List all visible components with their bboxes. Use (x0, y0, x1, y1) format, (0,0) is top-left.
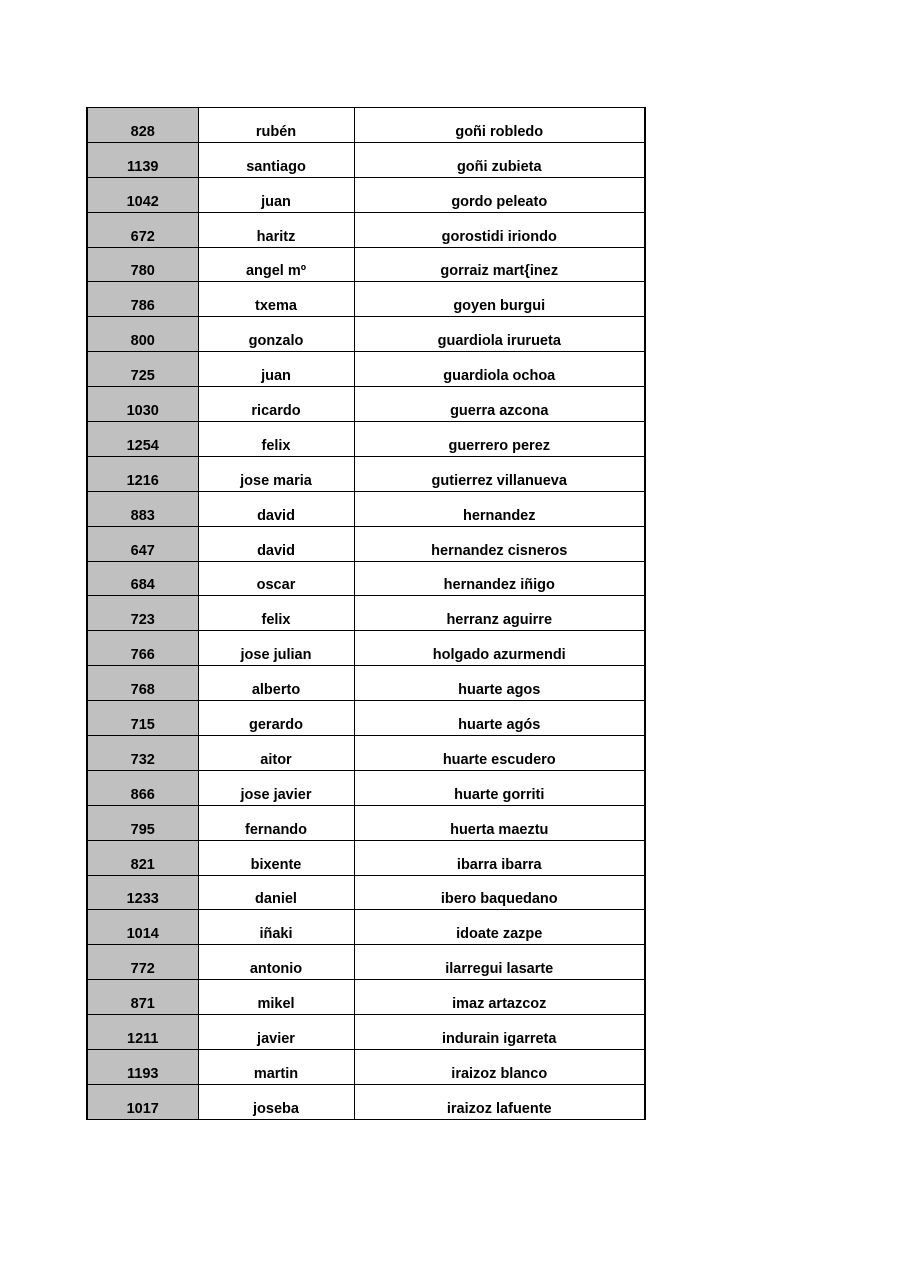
first-name-cell: jose julian (198, 631, 354, 666)
last-name-cell: hernandez cisneros (354, 526, 645, 561)
member-id-cell: 1042 (87, 177, 198, 212)
first-name-cell: daniel (198, 875, 354, 910)
first-name-cell: bixente (198, 840, 354, 875)
first-name-cell: javier (198, 1015, 354, 1050)
member-id-cell: 723 (87, 596, 198, 631)
last-name-cell: gordo peleato (354, 177, 645, 212)
member-id-cell: 866 (87, 770, 198, 805)
table-row (87, 840, 645, 875)
member-table-body (87, 108, 645, 1120)
last-name-cell: huarte agos (354, 666, 645, 701)
member-id-cell: 647 (87, 526, 198, 561)
table-row (87, 422, 645, 457)
last-name-cell: idoate zazpe (354, 910, 645, 945)
last-name-cell: guardiola irurueta (354, 317, 645, 352)
member-id-cell: 772 (87, 945, 198, 980)
first-name-cell: jose javier (198, 770, 354, 805)
table-row (87, 736, 645, 771)
first-name-cell: juan (198, 352, 354, 387)
table-row (87, 1015, 645, 1050)
first-name-cell: aitor (198, 736, 354, 771)
first-name-cell: haritz (198, 212, 354, 247)
member-id-cell: 786 (87, 282, 198, 317)
member-id-cell: 1193 (87, 1050, 198, 1085)
last-name-cell: goñi robledo (354, 108, 645, 143)
first-name-cell: felix (198, 422, 354, 457)
table-row (87, 770, 645, 805)
member-id-cell: 732 (87, 736, 198, 771)
member-table (86, 107, 646, 1120)
first-name-cell: juan (198, 177, 354, 212)
member-id-cell: 780 (87, 247, 198, 282)
table-row (87, 387, 645, 422)
first-name-cell: david (198, 491, 354, 526)
last-name-cell: iraizoz blanco (354, 1050, 645, 1085)
table-row (87, 666, 645, 701)
table-row (87, 561, 645, 596)
member-id-cell: 715 (87, 701, 198, 736)
first-name-cell: joseba (198, 1084, 354, 1119)
table-row (87, 456, 645, 491)
member-id-cell: 1233 (87, 875, 198, 910)
table-row (87, 805, 645, 840)
table-row (87, 212, 645, 247)
table-row (87, 317, 645, 352)
table-row (87, 631, 645, 666)
last-name-cell: indurain igarreta (354, 1015, 645, 1050)
last-name-cell: gorraiz mart{inez (354, 247, 645, 282)
table-row (87, 177, 645, 212)
first-name-cell: alberto (198, 666, 354, 701)
member-id-cell: 800 (87, 317, 198, 352)
member-id-cell: 1139 (87, 142, 198, 177)
last-name-cell: huarte escudero (354, 736, 645, 771)
last-name-cell: huarte agós (354, 701, 645, 736)
last-name-cell: iraizoz lafuente (354, 1084, 645, 1119)
table-row (87, 910, 645, 945)
member-id-cell: 883 (87, 491, 198, 526)
last-name-cell: huarte gorriti (354, 770, 645, 805)
table-row (87, 526, 645, 561)
first-name-cell: oscar (198, 561, 354, 596)
last-name-cell: guardiola ochoa (354, 352, 645, 387)
first-name-cell: rubén (198, 108, 354, 143)
first-name-cell: txema (198, 282, 354, 317)
last-name-cell: goyen burgui (354, 282, 645, 317)
member-id-cell: 725 (87, 352, 198, 387)
first-name-cell: angel mº (198, 247, 354, 282)
first-name-cell: fernando (198, 805, 354, 840)
last-name-cell: ibero baquedano (354, 875, 645, 910)
first-name-cell: martin (198, 1050, 354, 1085)
last-name-cell: huerta maeztu (354, 805, 645, 840)
member-id-cell: 795 (87, 805, 198, 840)
member-id-cell: 1254 (87, 422, 198, 457)
last-name-cell: gutierrez villanueva (354, 456, 645, 491)
table-row (87, 352, 645, 387)
member-id-cell: 1211 (87, 1015, 198, 1050)
first-name-cell: santiago (198, 142, 354, 177)
member-id-cell: 766 (87, 631, 198, 666)
first-name-cell: ricardo (198, 387, 354, 422)
first-name-cell: gonzalo (198, 317, 354, 352)
last-name-cell: hernandez (354, 491, 645, 526)
table-row (87, 1050, 645, 1085)
last-name-cell: guerra azcona (354, 387, 645, 422)
member-id-cell: 684 (87, 561, 198, 596)
first-name-cell: jose maria (198, 456, 354, 491)
last-name-cell: ilarregui lasarte (354, 945, 645, 980)
last-name-cell: goñi zubieta (354, 142, 645, 177)
member-id-cell: 1014 (87, 910, 198, 945)
member-id-cell: 672 (87, 212, 198, 247)
last-name-cell: hernandez iñigo (354, 561, 645, 596)
table-row (87, 142, 645, 177)
last-name-cell: imaz artazcoz (354, 980, 645, 1015)
table-row (87, 491, 645, 526)
first-name-cell: iñaki (198, 910, 354, 945)
last-name-cell: holgado azurmendi (354, 631, 645, 666)
table-row (87, 875, 645, 910)
last-name-cell: gorostidi iriondo (354, 212, 645, 247)
first-name-cell: felix (198, 596, 354, 631)
member-id-cell: 1216 (87, 456, 198, 491)
table-row (87, 945, 645, 980)
table-row (87, 596, 645, 631)
last-name-cell: guerrero perez (354, 422, 645, 457)
member-id-cell: 768 (87, 666, 198, 701)
member-id-cell: 871 (87, 980, 198, 1015)
table-row (87, 282, 645, 317)
first-name-cell: gerardo (198, 701, 354, 736)
last-name-cell: herranz aguirre (354, 596, 645, 631)
member-id-cell: 821 (87, 840, 198, 875)
table-row (87, 247, 645, 282)
table-row (87, 980, 645, 1015)
table-row (87, 108, 645, 143)
table-row (87, 1084, 645, 1119)
last-name-cell: ibarra ibarra (354, 840, 645, 875)
first-name-cell: antonio (198, 945, 354, 980)
first-name-cell: mikel (198, 980, 354, 1015)
first-name-cell: david (198, 526, 354, 561)
member-id-cell: 828 (87, 108, 198, 143)
member-id-cell: 1017 (87, 1084, 198, 1119)
member-id-cell: 1030 (87, 387, 198, 422)
table-row (87, 701, 645, 736)
